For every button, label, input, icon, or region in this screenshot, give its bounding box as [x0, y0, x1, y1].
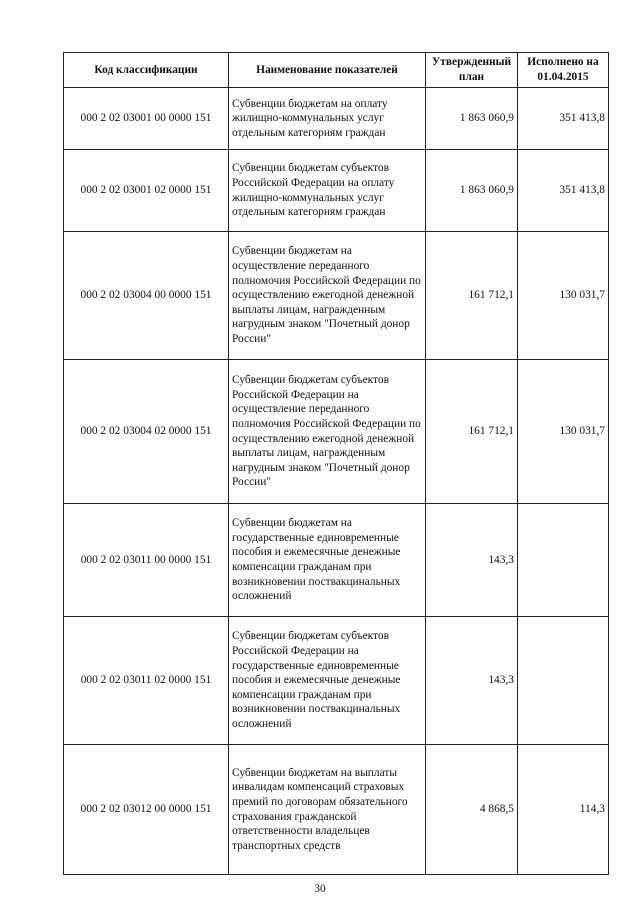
cell-name: Субвенции бюджетам субъектов Российской Федерации на осуществление переданного полномочия Российской Федерации по осуществлению ежегодной денежной выплаты лицам, награжденным нагрудным знаком "Почетный донор России"	[229, 360, 426, 504]
cell-plan: 161 712,1	[426, 232, 518, 360]
cell-code: 000 2 02 03011 00 0000 151	[64, 504, 229, 617]
cell-plan: 161 712,1	[426, 360, 518, 504]
cell-code: 000 2 02 03001 02 0000 151	[64, 150, 229, 232]
cell-name: Субвенции бюджетам на оплату жилищно-коммунальных услуг отдельным категориям граждан	[229, 88, 426, 150]
table-row	[64, 232, 609, 360]
cell-code: 000 2 02 03001 00 0000 151	[64, 88, 229, 150]
cell-done: 351 413,8	[518, 88, 609, 150]
table-row	[64, 745, 609, 875]
cell-plan: 1 863 060,9	[426, 88, 518, 150]
budget-table	[63, 52, 609, 875]
cell-done	[518, 504, 609, 617]
cell-code: 000 2 02 03004 00 0000 151	[64, 232, 229, 360]
cell-code: 000 2 02 03011 02 0000 151	[64, 617, 229, 745]
table-row	[64, 504, 609, 617]
cell-code: 000 2 02 03012 00 0000 151	[64, 745, 229, 875]
page-number: 30	[314, 883, 326, 895]
cell-done: 130 031,7	[518, 360, 609, 504]
cell-name: Субвенции бюджетам субъектов Российской Федерации на оплату жилищно-коммунальных услуг отдельным категориям граждан	[229, 150, 426, 232]
cell-plan: 1 863 060,9	[426, 150, 518, 232]
cell-name: Субвенции бюджетам на осуществление переданного полномочия Российской Федерации по осуществлению ежегодной денежной выплаты лицам, награжденным нагрудным знаком "Почетный донор России"	[229, 232, 426, 360]
header-code: Код классификации	[64, 53, 229, 88]
cell-plan: 4 868,5	[426, 745, 518, 875]
table-header-row	[64, 53, 609, 88]
table-row	[64, 360, 609, 504]
header-done: Исполнено на 01.04.2015	[518, 53, 609, 88]
header-plan: Утвержденный план	[426, 53, 518, 88]
header-name: Наименование показателей	[229, 53, 426, 88]
cell-plan: 143,3	[426, 617, 518, 745]
cell-code: 000 2 02 03004 02 0000 151	[64, 360, 229, 504]
cell-name: Субвенции бюджетам на выплаты инвалидам компенсаций страховых премий по договорам обязательного страхования гражданской ответственности владельцев транспортных средств	[229, 745, 426, 875]
table-row	[64, 617, 609, 745]
table-row	[64, 150, 609, 232]
cell-done	[518, 617, 609, 745]
cell-name: Субвенции бюджетам субъектов Российской Федерации на государственные единовременные пособия и ежемесячные денежные компенсации гражданам при возникновении поствакцинальных осложнений	[229, 617, 426, 745]
table-row	[64, 88, 609, 150]
cell-done: 351 413,8	[518, 150, 609, 232]
cell-done: 130 031,7	[518, 232, 609, 360]
cell-done: 114,3	[518, 745, 609, 875]
cell-plan: 143,3	[426, 504, 518, 617]
cell-name: Субвенции бюджетам на государственные единовременные пособия и ежемесячные денежные компенсации гражданам при возникновении поствакцинальных осложнений	[229, 504, 426, 617]
